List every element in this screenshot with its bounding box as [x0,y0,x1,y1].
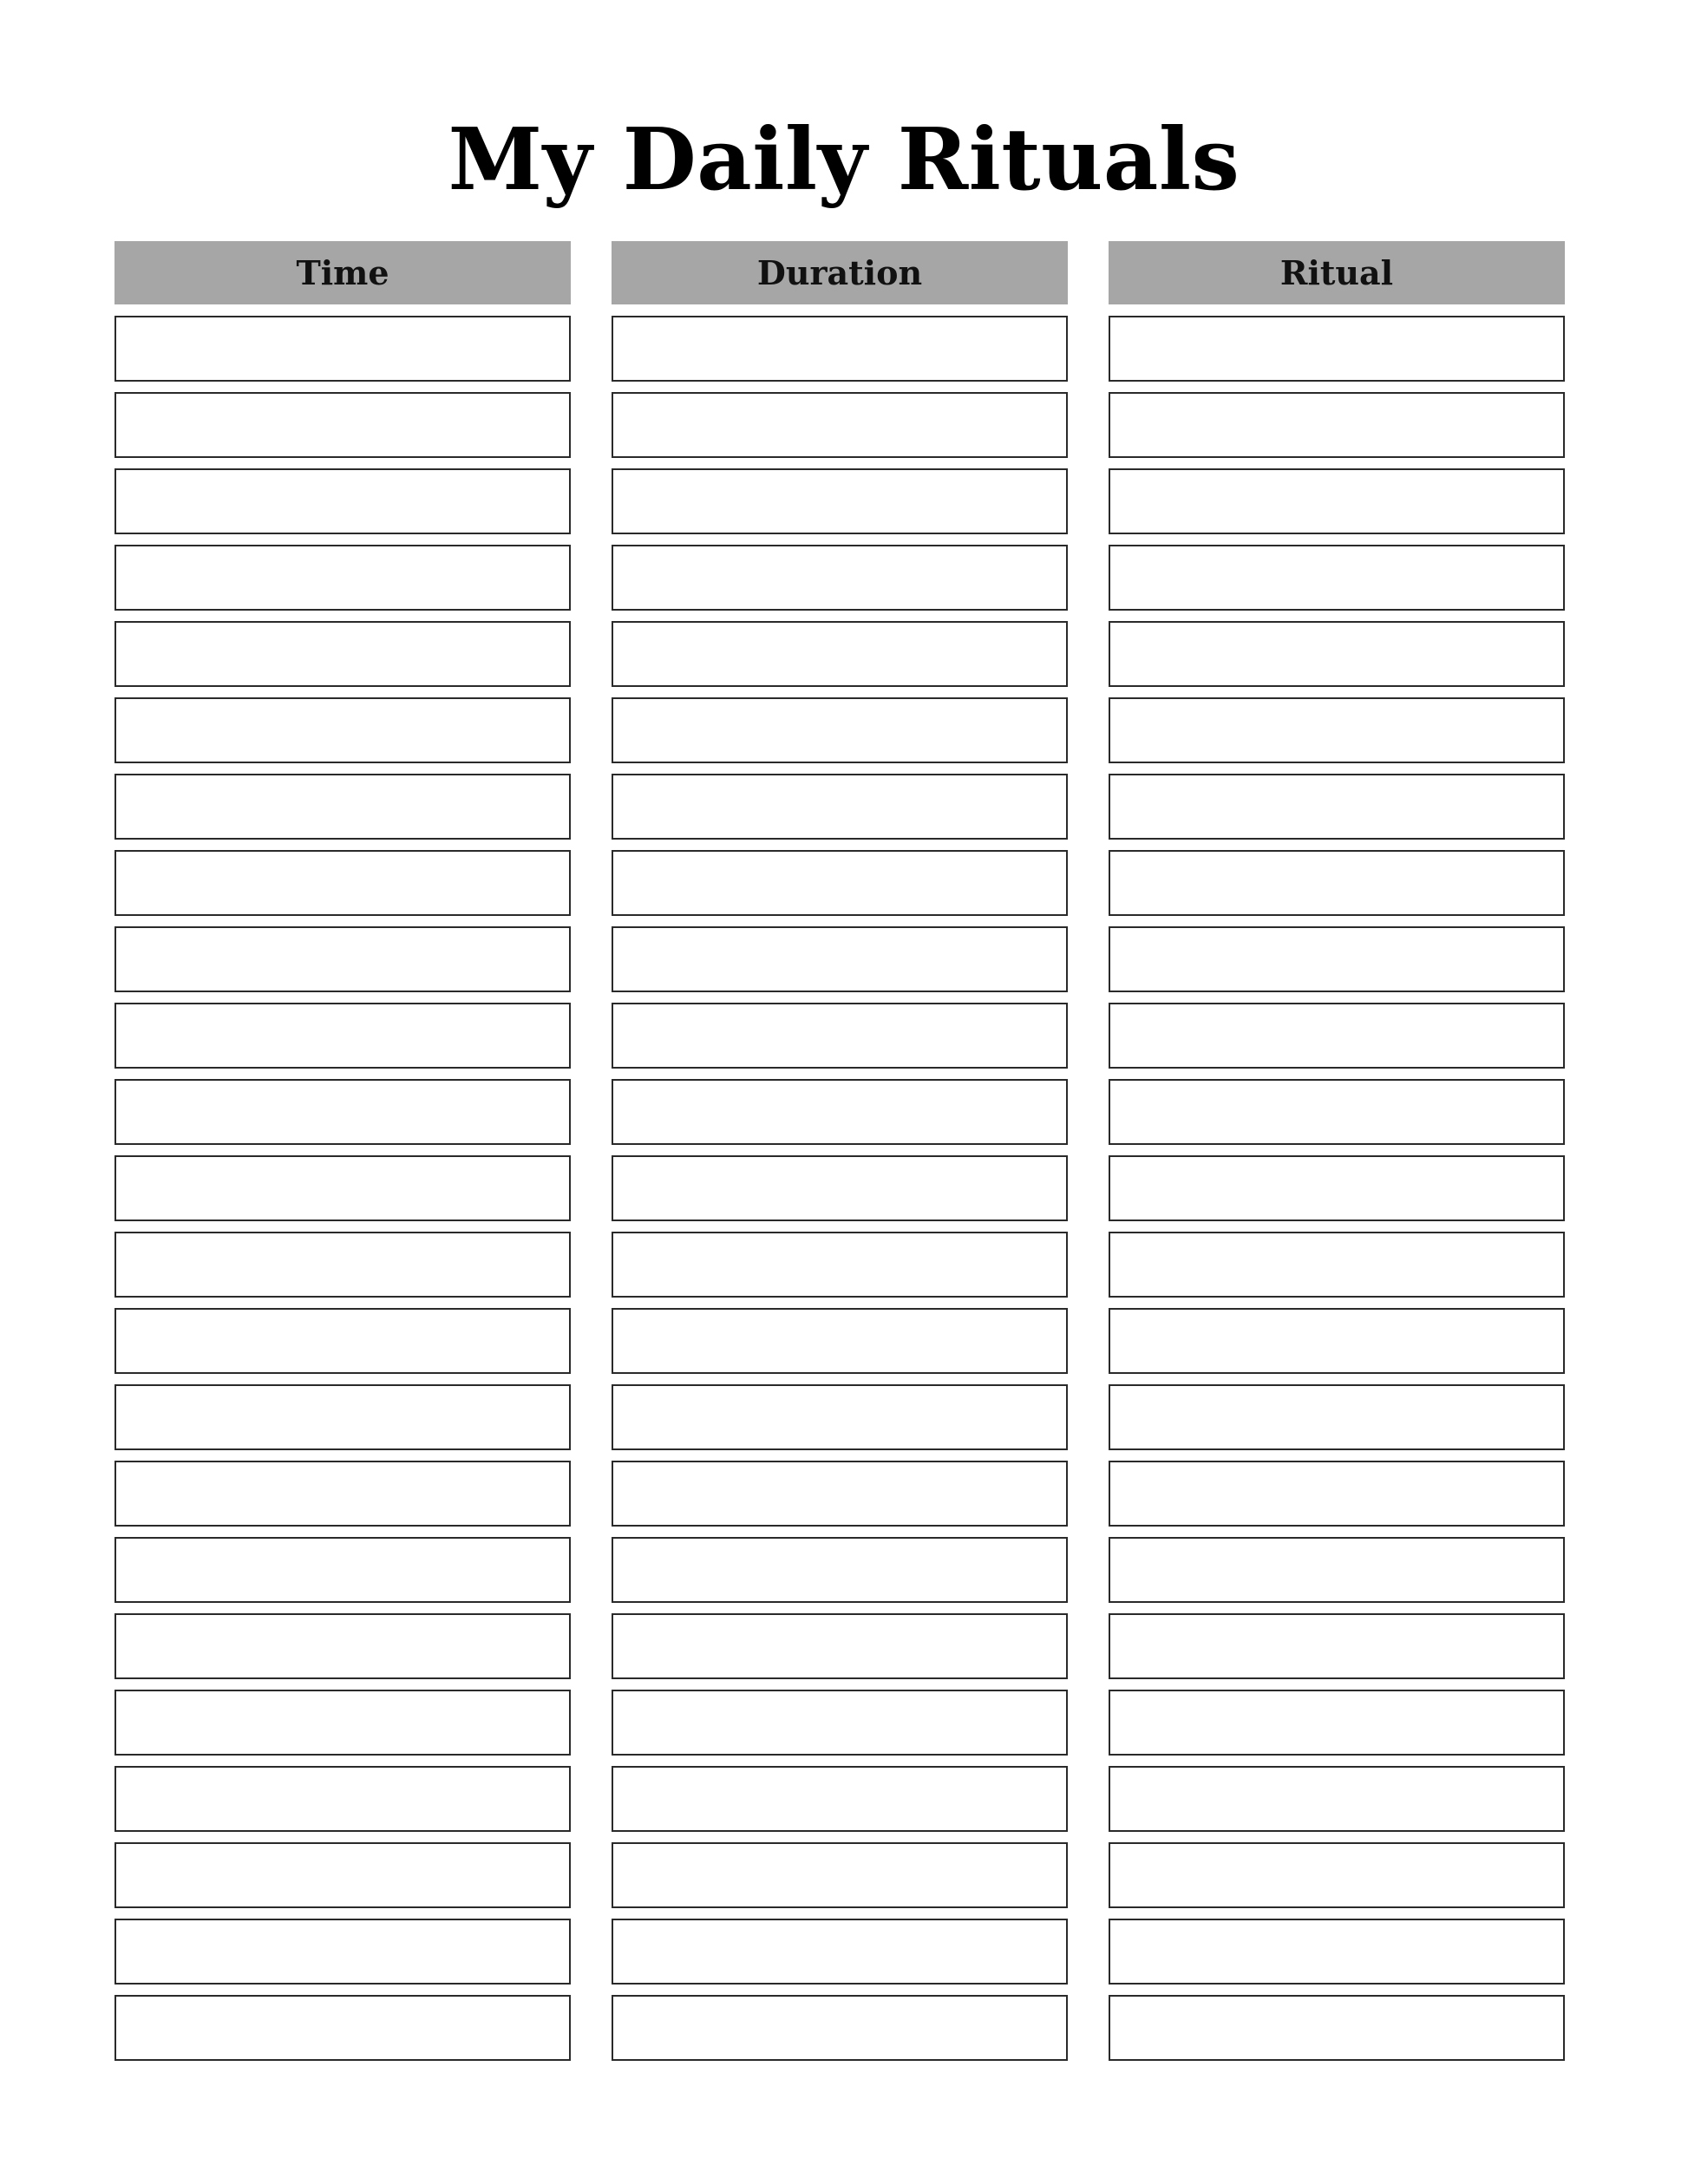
duration-cell[interactable] [612,621,1068,687]
time-cell[interactable] [114,1690,571,1756]
duration-cell[interactable] [612,1308,1068,1374]
duration-cell[interactable] [612,1461,1068,1527]
time-cell[interactable] [114,1308,571,1374]
time-cell[interactable] [114,1155,571,1221]
duration-column [612,241,1068,2071]
duration-cells [612,316,1068,2061]
time-cell[interactable] [114,1995,571,2061]
time-cell[interactable] [114,926,571,992]
time-cell[interactable] [114,1003,571,1069]
time-cell[interactable] [114,392,571,458]
time-cell[interactable] [114,697,571,763]
ritual-cell[interactable] [1109,1155,1565,1221]
ritual-cell[interactable] [1109,1690,1565,1756]
duration-cell[interactable] [612,1919,1068,1985]
ritual-cells [1109,316,1565,2061]
time-cell[interactable] [114,1766,571,1832]
time-cells [114,316,571,2061]
duration-cell[interactable] [612,1766,1068,1832]
time-cell[interactable] [114,621,571,687]
ritual-cell[interactable] [1109,1384,1565,1450]
ritual-cell[interactable] [1109,1232,1565,1298]
duration-cell[interactable] [612,1384,1068,1450]
ritual-cell[interactable] [1109,1842,1565,1908]
duration-cell[interactable] [612,926,1068,992]
duration-cell[interactable] [612,468,1068,534]
duration-cell[interactable] [612,774,1068,840]
duration-cell[interactable] [612,1232,1068,1298]
duration-cell[interactable] [612,697,1068,763]
ritual-cell[interactable] [1109,1613,1565,1679]
time-cell[interactable] [114,774,571,840]
time-cell[interactable] [114,1537,571,1603]
time-cell[interactable] [114,468,571,534]
duration-cell[interactable] [612,850,1068,916]
ritual-cell[interactable] [1109,1919,1565,1985]
ritual-cell[interactable] [1109,1308,1565,1374]
duration-cell[interactable] [612,392,1068,458]
ritual-cell[interactable] [1109,850,1565,916]
ritual-cell[interactable] [1109,697,1565,763]
duration-cell[interactable] [612,1613,1068,1679]
time-column [114,241,571,2071]
ritual-cell[interactable] [1109,468,1565,534]
ritual-column [1109,241,1565,2071]
column-header-duration: Duration [612,241,1068,304]
time-cell[interactable] [114,1613,571,1679]
time-cell[interactable] [114,1919,571,1985]
column-header-time: Time [114,241,571,304]
ritual-cell[interactable] [1109,926,1565,992]
time-cell[interactable] [114,1079,571,1145]
duration-cell[interactable] [612,1003,1068,1069]
duration-cell[interactable] [612,545,1068,611]
time-cell[interactable] [114,1384,571,1450]
duration-cell[interactable] [612,1537,1068,1603]
duration-cell[interactable] [612,1155,1068,1221]
ritual-cell[interactable] [1109,1003,1565,1069]
ritual-cell[interactable] [1109,1766,1565,1832]
time-cell[interactable] [114,850,571,916]
duration-cell[interactable] [612,1690,1068,1756]
ritual-cell[interactable] [1109,392,1565,458]
duration-cell[interactable] [612,316,1068,382]
ritual-cell[interactable] [1109,1461,1565,1527]
ritual-cell[interactable] [1109,316,1565,382]
duration-cell[interactable] [612,1842,1068,1908]
column-header-ritual: Ritual [1109,241,1565,304]
time-cell[interactable] [114,1232,571,1298]
time-cell[interactable] [114,1461,571,1527]
duration-cell[interactable] [612,1079,1068,1145]
ritual-cell[interactable] [1109,1995,1565,2061]
duration-cell[interactable] [612,1995,1068,2061]
ritual-cell[interactable] [1109,774,1565,840]
time-cell[interactable] [114,1842,571,1908]
ritual-cell[interactable] [1109,1537,1565,1603]
page-title: My Daily Rituals [448,110,1240,210]
ritual-cell[interactable] [1109,545,1565,611]
ritual-cell[interactable] [1109,1079,1565,1145]
ritual-cell[interactable] [1109,621,1565,687]
time-cell[interactable] [114,545,571,611]
time-cell[interactable] [114,316,571,382]
